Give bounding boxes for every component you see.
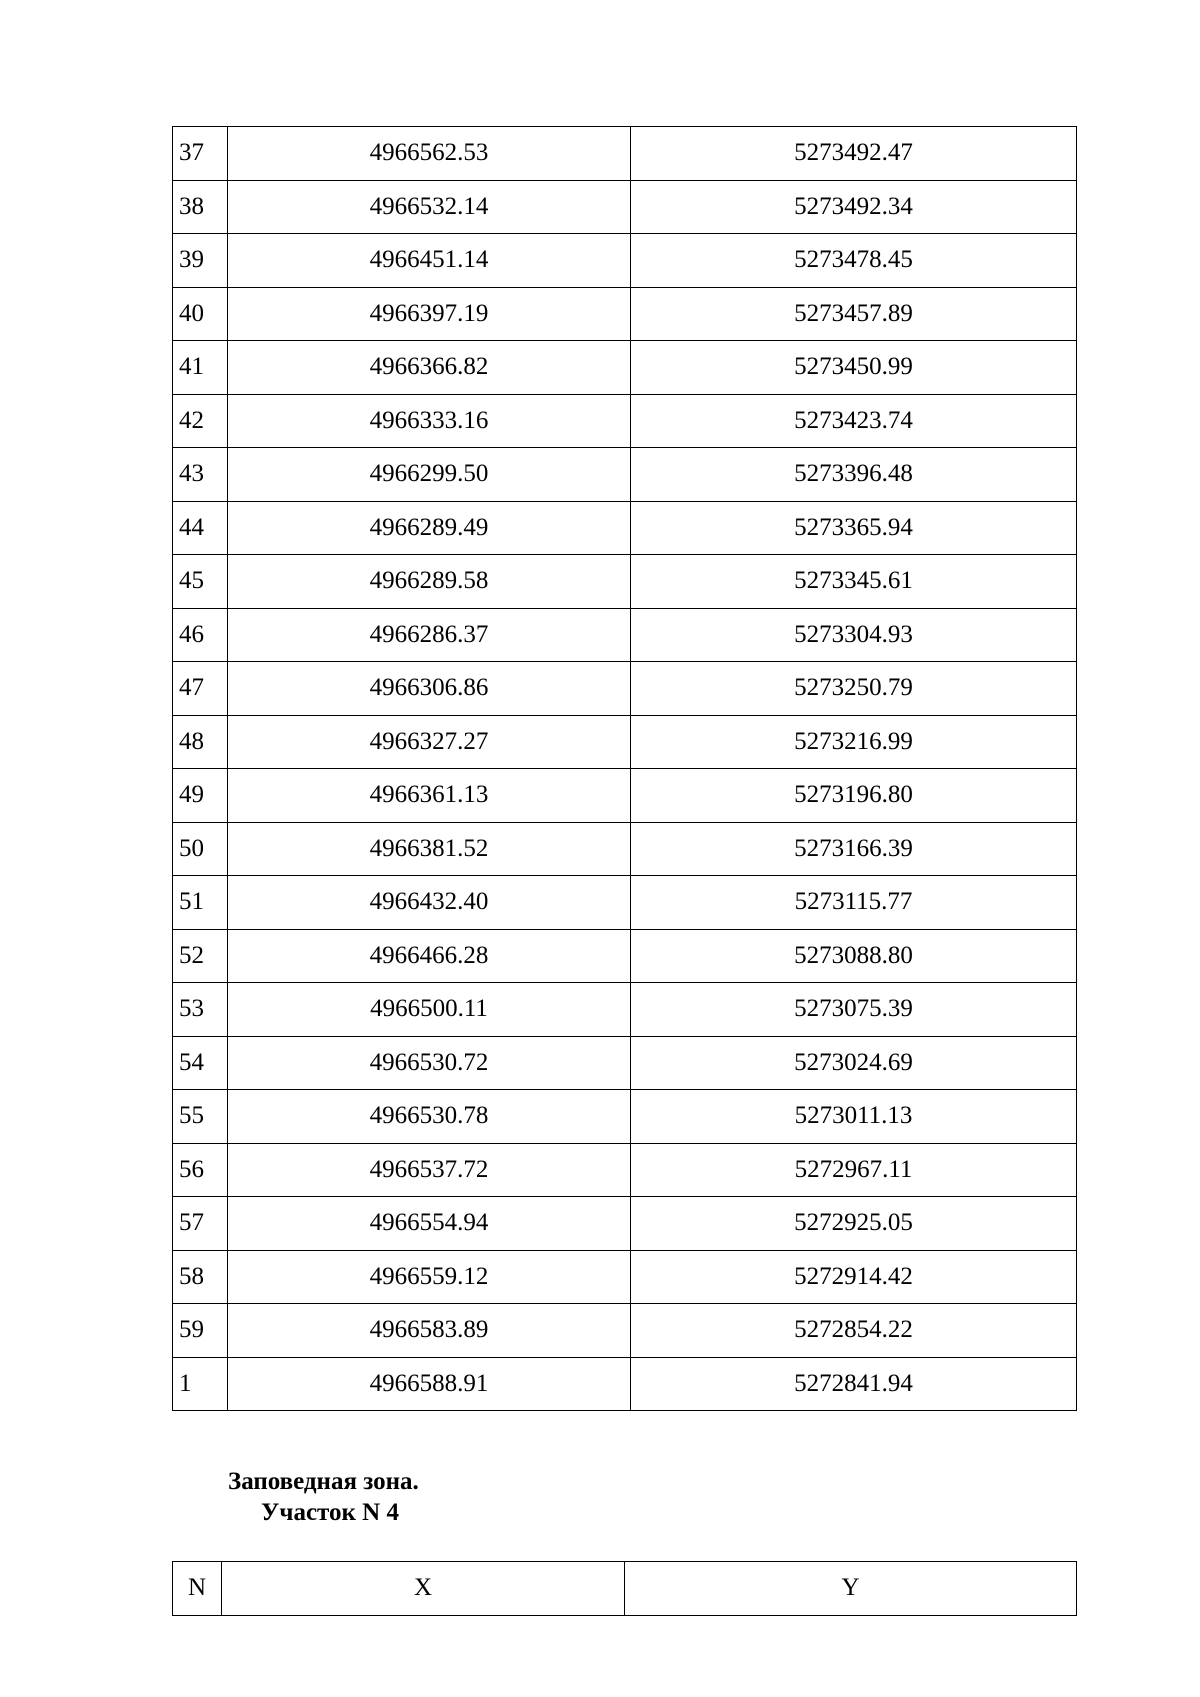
x-coordinate: 4966289.58 xyxy=(228,555,631,609)
point-number: 51 xyxy=(173,876,228,930)
point-number: 59 xyxy=(173,1304,228,1358)
x-coordinate: 4966532.14 xyxy=(228,180,631,234)
table-row xyxy=(173,448,1077,502)
x-coordinate: 4966588.91 xyxy=(228,1357,631,1411)
table-row xyxy=(173,394,1077,448)
table-row xyxy=(173,983,1077,1037)
y-coordinate: 5272925.05 xyxy=(631,1197,1077,1251)
y-coordinate: 5273304.93 xyxy=(631,608,1077,662)
x-coordinate: 4966286.37 xyxy=(228,608,631,662)
point-number: 49 xyxy=(173,769,228,823)
point-number: 1 xyxy=(173,1357,228,1411)
table-row xyxy=(173,234,1077,288)
coordinates-table xyxy=(172,126,1077,1411)
table-header-row xyxy=(173,1562,1077,1616)
coordinates-table-body xyxy=(173,127,1077,1411)
table-row xyxy=(173,876,1077,930)
next-coordinates-table xyxy=(172,1561,1077,1616)
table-row xyxy=(173,341,1077,395)
header-y: Y xyxy=(625,1562,1077,1616)
table-row xyxy=(173,929,1077,983)
point-number: 52 xyxy=(173,929,228,983)
point-number: 44 xyxy=(173,501,228,555)
x-coordinate: 4966559.12 xyxy=(228,1250,631,1304)
table-row xyxy=(173,1090,1077,1144)
point-number: 41 xyxy=(173,341,228,395)
x-coordinate: 4966451.14 xyxy=(228,234,631,288)
x-coordinate: 4966530.78 xyxy=(228,1090,631,1144)
table-row xyxy=(173,662,1077,716)
header-x: X xyxy=(222,1562,625,1616)
table-row xyxy=(173,1357,1077,1411)
table-row xyxy=(173,127,1077,181)
table-row xyxy=(173,608,1077,662)
y-coordinate: 5273196.80 xyxy=(631,769,1077,823)
table-row xyxy=(173,715,1077,769)
x-coordinate: 4966500.11 xyxy=(228,983,631,1037)
point-number: 54 xyxy=(173,1036,228,1090)
x-coordinate: 4966537.72 xyxy=(228,1143,631,1197)
table-row xyxy=(173,822,1077,876)
point-number: 42 xyxy=(173,394,228,448)
y-coordinate: 5273492.34 xyxy=(631,180,1077,234)
x-coordinate: 4966397.19 xyxy=(228,287,631,341)
point-number: 53 xyxy=(173,983,228,1037)
point-number: 56 xyxy=(173,1143,228,1197)
x-coordinate: 4966333.16 xyxy=(228,394,631,448)
point-number: 46 xyxy=(173,608,228,662)
point-number: 45 xyxy=(173,555,228,609)
y-coordinate: 5273423.74 xyxy=(631,394,1077,448)
x-coordinate: 4966366.82 xyxy=(228,341,631,395)
x-coordinate: 4966583.89 xyxy=(228,1304,631,1358)
point-number: 55 xyxy=(173,1090,228,1144)
y-coordinate: 5272854.22 xyxy=(631,1304,1077,1358)
y-coordinate: 5273365.94 xyxy=(631,501,1077,555)
y-coordinate: 5273492.47 xyxy=(631,127,1077,181)
zone-heading xyxy=(228,1466,419,1528)
table-row xyxy=(173,555,1077,609)
y-coordinate: 5273115.77 xyxy=(631,876,1077,930)
plot-number: Участок N 4 xyxy=(261,1499,399,1526)
y-coordinate: 5273396.48 xyxy=(631,448,1077,502)
table-row xyxy=(173,1197,1077,1251)
x-coordinate: 4966361.13 xyxy=(228,769,631,823)
table-row xyxy=(173,769,1077,823)
point-number: 40 xyxy=(173,287,228,341)
point-number: 43 xyxy=(173,448,228,502)
y-coordinate: 5273450.99 xyxy=(631,341,1077,395)
y-coordinate: 5273011.13 xyxy=(631,1090,1077,1144)
x-coordinate: 4966306.86 xyxy=(228,662,631,716)
zone-title: Заповедная зона. xyxy=(228,1468,419,1495)
y-coordinate: 5272914.42 xyxy=(631,1250,1077,1304)
point-number: 38 xyxy=(173,180,228,234)
table-row xyxy=(173,1250,1077,1304)
header-n: N xyxy=(173,1562,222,1616)
point-number: 57 xyxy=(173,1197,228,1251)
y-coordinate: 5273024.69 xyxy=(631,1036,1077,1090)
x-coordinate: 4966466.28 xyxy=(228,929,631,983)
y-coordinate: 5273075.39 xyxy=(631,983,1077,1037)
y-coordinate: 5273250.79 xyxy=(631,662,1077,716)
y-coordinate: 5273478.45 xyxy=(631,234,1077,288)
point-number: 47 xyxy=(173,662,228,716)
y-coordinate: 5273088.80 xyxy=(631,929,1077,983)
x-coordinate: 4966381.52 xyxy=(228,822,631,876)
table-row xyxy=(173,180,1077,234)
y-coordinate: 5272967.11 xyxy=(631,1143,1077,1197)
x-coordinate: 4966554.94 xyxy=(228,1197,631,1251)
point-number: 50 xyxy=(173,822,228,876)
x-coordinate: 4966432.40 xyxy=(228,876,631,930)
point-number: 39 xyxy=(173,234,228,288)
x-coordinate: 4966530.72 xyxy=(228,1036,631,1090)
x-coordinate: 4966327.27 xyxy=(228,715,631,769)
table-row xyxy=(173,1036,1077,1090)
x-coordinate: 4966299.50 xyxy=(228,448,631,502)
y-coordinate: 5273345.61 xyxy=(631,555,1077,609)
y-coordinate: 5273457.89 xyxy=(631,287,1077,341)
point-number: 48 xyxy=(173,715,228,769)
x-coordinate: 4966289.49 xyxy=(228,501,631,555)
table-row xyxy=(173,1304,1077,1358)
point-number: 37 xyxy=(173,127,228,181)
table-row xyxy=(173,501,1077,555)
point-number: 58 xyxy=(173,1250,228,1304)
y-coordinate: 5273166.39 xyxy=(631,822,1077,876)
table-row xyxy=(173,287,1077,341)
x-coordinate: 4966562.53 xyxy=(228,127,631,181)
y-coordinate: 5273216.99 xyxy=(631,715,1077,769)
y-coordinate: 5272841.94 xyxy=(631,1357,1077,1411)
table-row xyxy=(173,1143,1077,1197)
